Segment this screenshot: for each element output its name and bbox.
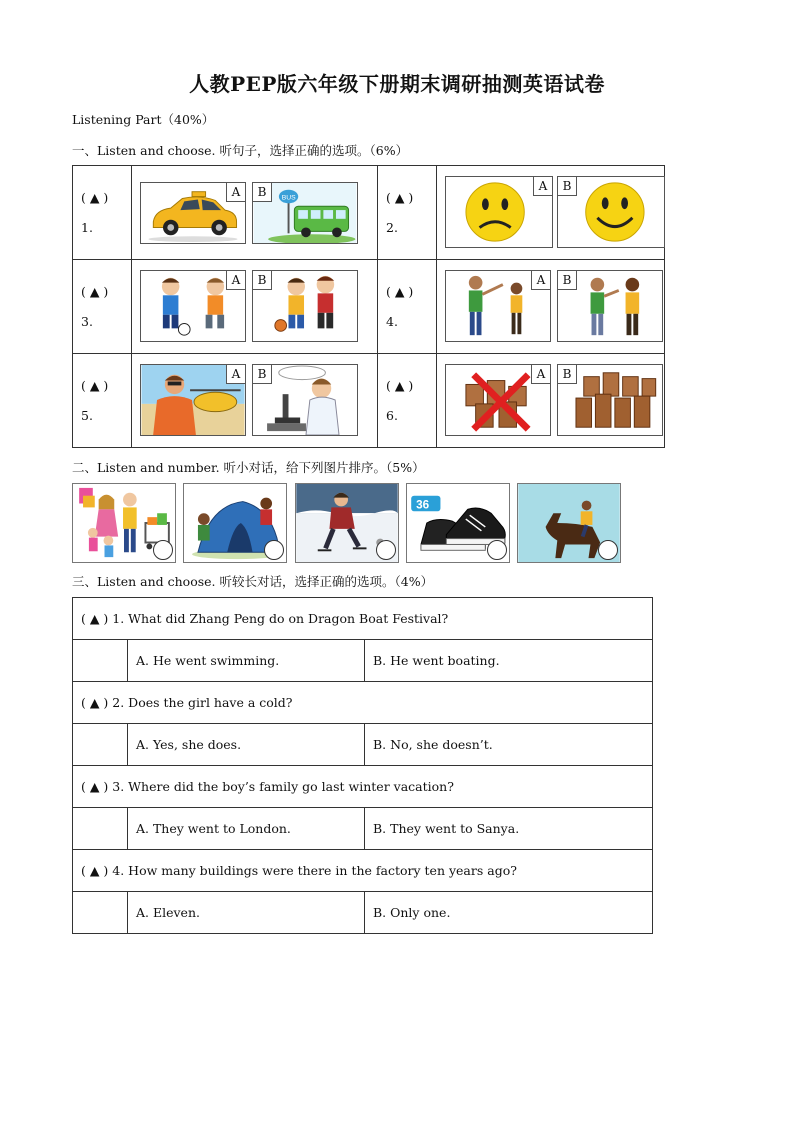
option-a[interactable] (445, 176, 553, 248)
number-circle[interactable] (153, 540, 173, 560)
number-circle[interactable] (376, 540, 396, 560)
question-1: ( ▲ ) 1. What did Zhang Peng do on Dragon Boat Festival? (73, 598, 653, 640)
option-b[interactable] (252, 182, 358, 244)
question-4: ( ▲ ) 4. How many buildings were there in the factory ten years ago? (73, 850, 653, 892)
option-b-label: B (558, 365, 577, 384)
option-a-text: A. Eleven. (128, 892, 365, 934)
option-b[interactable] (252, 364, 358, 436)
option-b-text: B. He went boating. (365, 640, 653, 682)
page-title: 人教PEP版六年级下册期末调研抽测英语试卷 (189, 72, 605, 96)
picture-5 (517, 483, 621, 563)
item-label: ( ▲ ) 5. (73, 354, 132, 448)
item-label: ( ▲ ) 1. (73, 166, 132, 260)
item-label: ( ▲ ) 4. (378, 260, 437, 354)
picture-4 (406, 483, 510, 563)
number-circle[interactable] (598, 540, 618, 560)
option-b-label: B (558, 177, 577, 196)
section1-table (72, 165, 665, 448)
item-4-options (437, 260, 665, 354)
item-label: ( ▲ ) 2. (378, 166, 437, 260)
option-a[interactable] (140, 182, 246, 244)
option-a[interactable] (445, 270, 551, 342)
option-a[interactable] (140, 270, 246, 342)
option-b[interactable] (557, 176, 665, 248)
option-a-label: A (226, 365, 245, 384)
option-a-label: A (533, 177, 552, 196)
item-6-options (437, 354, 665, 448)
item-2-options (437, 166, 665, 260)
option-a-label: A (226, 271, 245, 290)
option-b[interactable] (557, 364, 663, 436)
answer-blank[interactable] (73, 640, 128, 682)
item-5-options (132, 354, 378, 448)
option-b-label: B (558, 271, 577, 290)
option-b-text: B. They went to Sanya. (365, 808, 653, 850)
number-circle[interactable] (487, 540, 507, 560)
section1-heading: 一、Listen and choose. 听句子，选择正确的选项。（6%） (72, 143, 409, 158)
option-b-text: B. No, she doesn’t. (365, 724, 653, 766)
option-a-label: A (226, 183, 245, 202)
listening-part-label: Listening Part（40%） (72, 112, 215, 127)
option-a-text: A. They went to London. (128, 808, 365, 850)
option-b[interactable] (557, 270, 663, 342)
answer-blank[interactable] (73, 892, 128, 934)
question-3: ( ▲ ) 3. Where did the boy’s family go last winter vacation? (73, 766, 653, 808)
item-label: ( ▲ ) 6. (378, 354, 437, 448)
shoe-size-label: 36 (416, 498, 430, 512)
picture-1 (72, 483, 176, 563)
answer-blank[interactable] (73, 724, 128, 766)
section3-table (72, 597, 653, 934)
question-2: ( ▲ ) 2. Does the girl have a cold? (73, 682, 653, 724)
option-a-label: A (531, 271, 550, 290)
picture-2 (183, 483, 287, 563)
item-1-options (132, 166, 378, 260)
option-b-label: B (253, 365, 272, 384)
answer-blank[interactable] (73, 808, 128, 850)
option-a[interactable] (140, 364, 246, 436)
option-b[interactable] (252, 270, 358, 342)
option-a[interactable] (445, 364, 551, 436)
picture-3 (295, 483, 399, 563)
section3-heading: 三、Listen and choose. 听较长对话，选择正确的选项。（4%） (72, 574, 434, 589)
option-a-text: A. He went swimming. (128, 640, 365, 682)
option-b-label: B (253, 271, 272, 290)
option-a-label: A (531, 365, 550, 384)
option-b-label: B (253, 183, 272, 202)
option-b-text: B. Only one. (365, 892, 653, 934)
option-a-text: A. Yes, she does. (128, 724, 365, 766)
item-label: ( ▲ ) 3. (73, 260, 132, 354)
svg-text:BUS: BUS (281, 194, 296, 202)
section2-heading: 二、Listen and number. 听小对话，给下列图片排序。（5%） (72, 460, 425, 475)
item-3-options (132, 260, 378, 354)
number-circle[interactable] (264, 540, 284, 560)
